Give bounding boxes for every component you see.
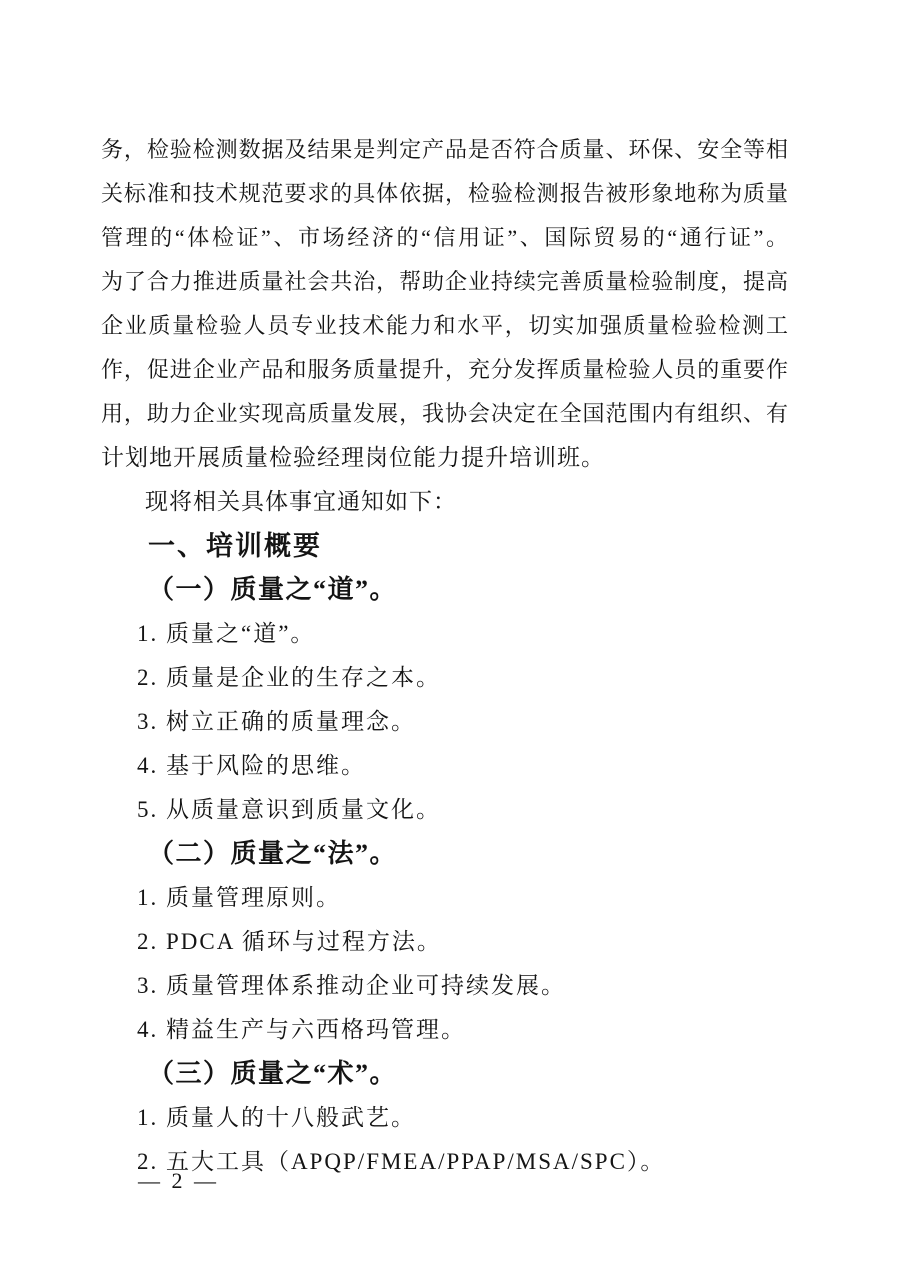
paragraph-line: 管理的“体检证”、市场经济的“信用证”、国际贸易的“通行证”。 <box>101 225 788 250</box>
list-item: 1. 质量人的十八般武艺。 <box>137 1105 416 1130</box>
paragraph-line: 关标准和技术规范要求的具体依据，检验检测报告被形象地称为质量 <box>101 181 788 206</box>
subsection-heading-2: （二）质量之“法”。 <box>148 839 398 868</box>
list-item: 3. 树立正确的质量理念。 <box>137 709 416 734</box>
subsection-heading-3: （三）质量之“术”。 <box>148 1059 398 1088</box>
list-item: 2. 质量是企业的生存之本。 <box>137 665 441 690</box>
subsection-1-list <box>101 612 788 832</box>
subsection-heading-1: （一）质量之“道”。 <box>148 575 398 604</box>
paragraph-line: 用，助力企业实现高质量发展，我协会决定在全国范围内有组织、有 <box>101 401 788 426</box>
page-content <box>101 128 788 1184</box>
list-item: 2. 五大工具（APQP/FMEA/PPAP/MSA/SPC）。 <box>137 1149 666 1174</box>
list-item: 3. 质量管理体系推动企业可持续发展。 <box>137 973 566 998</box>
paragraph-line: 为了合力推进质量社会共治，帮助企业持续完善质量检验制度，提高 <box>101 269 788 294</box>
subsection-2-list <box>101 876 788 1052</box>
paragraph-line: 务，检验检测数据及结果是判定产品是否符合质量、环保、安全等相 <box>101 137 788 162</box>
list-item: 4. 精益生产与六西格玛管理。 <box>137 1017 466 1042</box>
list-item: 4. 基于风险的思维。 <box>137 753 366 778</box>
paragraph-line: 企业质量检验人员专业技术能力和水平，切实加强质量检验检测工 <box>101 313 788 338</box>
list-item: 1. 质量之“道”。 <box>137 621 316 646</box>
section-heading-1: 一、培训概要 <box>148 531 322 561</box>
list-item: 2. PDCA 循环与过程方法。 <box>137 929 442 954</box>
list-item: 5. 从质量意识到质量文化。 <box>137 797 441 822</box>
list-item: 1. 质量管理原则。 <box>137 885 341 910</box>
paragraph-line: 作，促进企业产品和服务质量提升，充分发挥质量检验人员的重要作 <box>101 357 788 382</box>
paragraph-line: 计划地开展质量检验经理岗位能力提升培训班。 <box>101 445 605 470</box>
page-number: — 2 — <box>138 1168 219 1193</box>
paragraph-continuation <box>101 128 788 480</box>
notice-line: 现将相关具体事宜通知如下： <box>145 489 457 514</box>
